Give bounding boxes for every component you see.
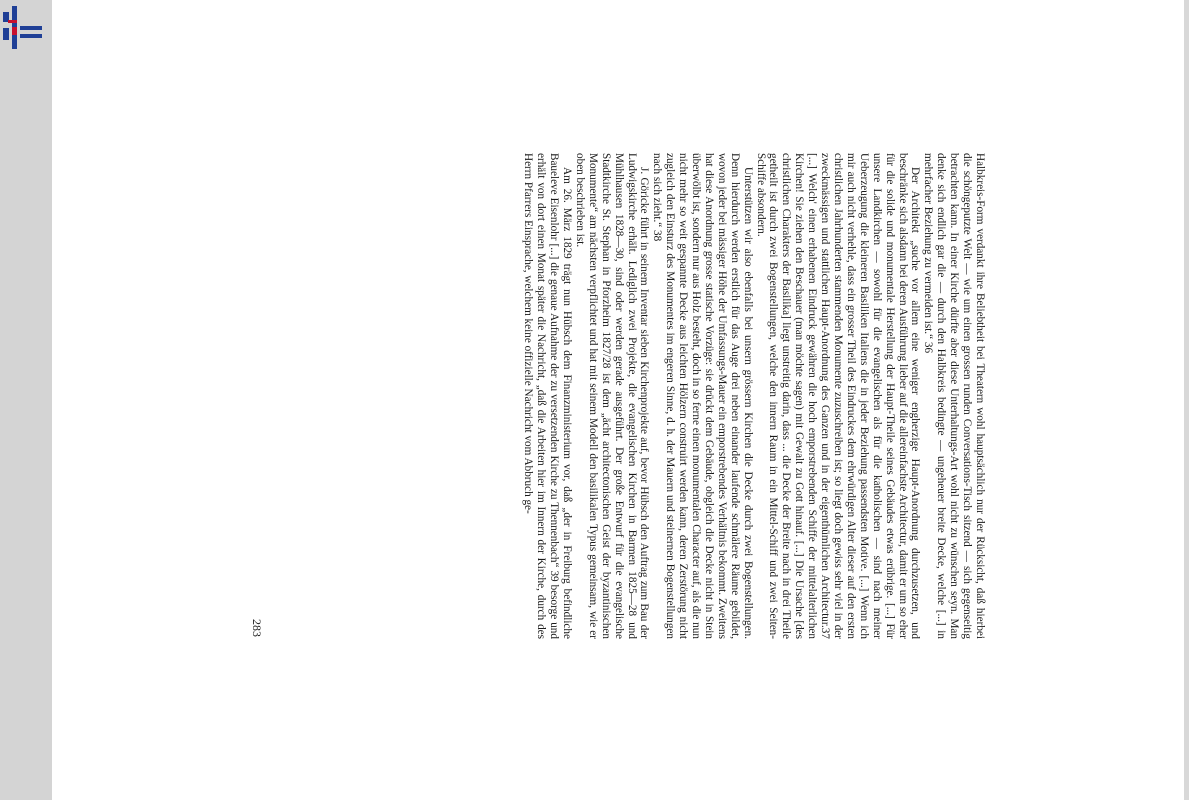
page-text [241, 153, 986, 639]
page-number: 283 [250, 619, 264, 637]
source-url[interactable] [0, 381, 2, 790]
paragraph: Unterstützen wir also ebenfalls bei unsern grössern Kirchen die Decke durch zwei Bogenstellungen. Denn hierdurch werden erstlich für das Auge drei neben einander laufende schmälere Räume gebildet, wovon jeder bei mässiger Höhe der Umfassungs-Mauer ein emporstrebendes Verhältnis bekommt. Zweitens hat diese Anordnung grosse statische Vorzüge: sie drückt dem Gebäude, obgleich die Decke nicht in Stein überwölbt ist, sondern nur aus Holz besteht, doch in so ferne einen monumentalen Character auf, als die nun nicht mehr so weit gespannte Decke aus leichten Hölzern construirt werden kann, deren Zerstörung nicht zugleich den Einsturz des Monumentes im engeren Sinne, d. h. der Mauern und steinernen Bogenstellungen nach sich zieht.“ 38 [651, 153, 754, 639]
page-edge [1184, 0, 1189, 800]
paragraph: Halbkreis-Form verdankt ihre Beliebtheit bei Theatern wohl hauptsächlich nur der Rücksicht, daß hierbei die schöngeputzte Welt — wie um einen grossen runden Conversations-Tisch sitzend — sich gegenseitig betrachten kann. In einer Kirche dürfte aber diese Unterhaltungs-Art wohl nicht zu wünschen seyn. Man denke sich endlich gar die — durch den Halbkreis bedingte — ungeheuer breite Decke, welche [...] in mehrfacher Beziehung zu vermeiden ist.“ 36 [922, 153, 986, 639]
paragraph: Am 26. März 1829 trägt nun Hübsch dem Finanzministerium vor, daß „der in Freiburg befindliche Baueleve Eisenlohr [...] die genaue Aufnahme der zu versetzenden Kirche zu Thennenbach“ 39 besorge und erhält von dort einen Monat später die Nachricht, „daß die Arbeiten hier im Innern der Kirche, durch des Herrn Pfarrers Einsprache, welchem keine offizielle Nachricht vom Abbruch ge- [522, 153, 573, 639]
viewer-sidebar [0, 0, 52, 800]
paragraph: J. Göricke führt in seinem Inventar sieben Kirchenprojekte auf, bevor Hübsch den Auftrag zum Bau der Ludwigskirche erhält. Lediglich zwei Projekte, die evangelischen Kirchen in Barmen 1825—28 und Mühlhausen 1828—30, sind oder werden gerade ausgeführt. Der große Entwurf für die evangelische Stadtkirche St. Stephan in Pforzheim 1827/28 ist dem „ächt architectonischen Geist der byzantinischen Monumente“ am nächsten verpflichtet und hat mit seinem Modell den basilikalen Typus gemeinsam, wie er oben beschrieben ist. [573, 153, 651, 639]
sidebar-credit [0, 381, 2, 790]
paragraph: Der Architekt „suche vor allem eine weniger engherzige Haupt-Anordnung durchzusetzen, und beschränke sich alsdann bei deren Ausführung lieber auf die allereinfachste Architectur, damit er um so eher für die solide und monumentale Herstellung der Haupt-Theile seines Gebäudes etwas erübrige. [...] Für unsere Landkirchen — sowohl für die evangelischen als für die katholischen — sind nach meiner Ueberzeugung die kleineren Basiliken Italiens die in jeder Beziehung passendsten Motive. [...] Wenn ich mir auch nicht verhehle, dass ein grosser Theil des Eindruckes dem ehrwürdigen Alter dieser auf den ersten christlichen Jahrhunderten stammenden Monumente zuzuschreiben ist; so liegt doch gewiss sehr viel in der zweckmässigen und stattlichen Haupt-Anordnung des Ganzen und in der eigenthümlichen Architectur.37 [...] Welch' einen erhabenen Eindruck gewähren die hoch emporstrebenden Schiffe der mittelalterlichen Kirchen! Sie ziehen den Beschauer (man möchte sagen) mit Gewalt zu Gott hinauf. [...] Die Ursache [des christlichen Charakters der Basilika] liegt unstreitig darin, dass ... die Decke der Breite nach in drei Theile getheilt ist durch zwei Bogenstellungen, welche den innern Raum in ein Mittel-Schiff und zwei Seiten-Schiffe absondern. [754, 153, 922, 639]
ub-freiburg-logo-icon [0, 0, 52, 56]
